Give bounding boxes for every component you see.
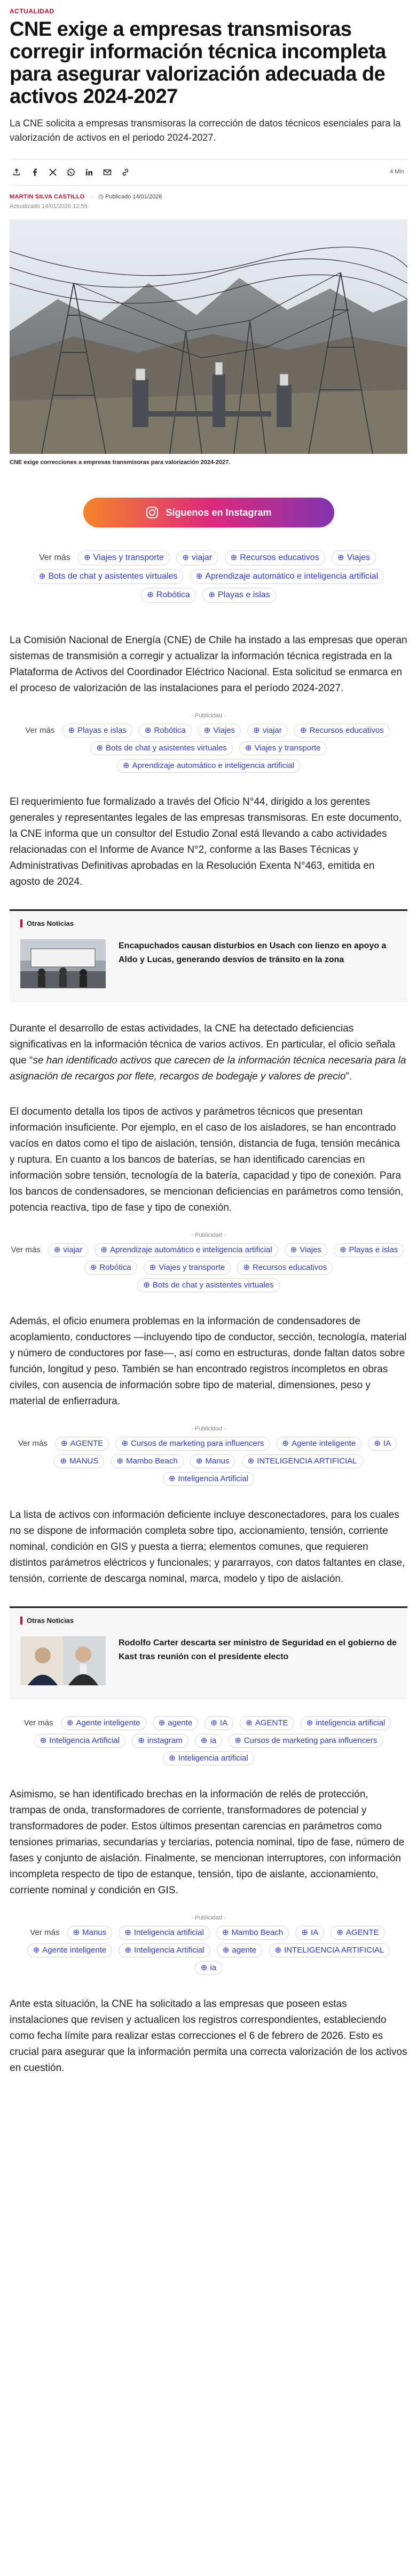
hero-caption: CNE exige correcciones a empresas transmisoras para valorización 2024-2027. [10,459,231,466]
article-paragraph [10,1021,407,1085]
tag-link[interactable]: ⊕ viajar [176,550,218,565]
tag-link[interactable]: ⊕ Mambo Beach [111,1454,183,1468]
author-name[interactable]: MARTIN SILVA CASTILLO [10,194,85,200]
email-icon[interactable] [100,165,114,179]
tag-link[interactable]: ⊕ Robótica [84,1261,137,1275]
ad-label: - Publicidad - [191,713,226,719]
tag-link[interactable]: ⊕ ia [195,1734,222,1748]
tags-label: Ver más [18,1439,48,1448]
article-paragraph: Además, el oficio enumera problemas en la información de condensadores de acoplamiento, conductores —incluyendo tipo de conductor, sección, tecnología, material y número de conductores por fase—, así como en estructuras, donde faltan datos sobre función, longitud y peso. También se han encontrado registros incompletos en obras civiles, con ausencia de información sobre tipo de material, dimensiones, peso y material de enfierradura. [10,1316,407,1407]
tag-link[interactable]: ⊕ Playas e islas [334,1243,404,1257]
tag-link[interactable]: ⊕ Inteligencia artificial [119,1926,209,1940]
tag-link[interactable]: ⊕ ia [195,1961,222,1975]
tag-link[interactable]: ⊕ Robótica [139,724,192,738]
article-paragraph: El documento detalla los tipos de activos y parámetros técnicos que presentan información insuficiente. Por ejemplo, en el caso de los aisladores, se han encontrado vacíos en datos como el tipo de aislación, tensión, distancia de fuga, tensión mecánica y ruptura. En cuanto a los bancos de baterías, se han identificado carencias en información sobre tensión, tecnología de la batería, capacidad y tipo de conexión. Para los bancos de condensadores, se mencionan deficiencias en parámetros como tensión, potencia reactiva, tipo de fase y tipo de conexión. [10,1106,404,1213]
share-icon[interactable] [10,165,23,179]
tag-link[interactable]: ⊕ Inteligencia artificial [163,1751,254,1765]
tag-link[interactable]: ⊕ AGENTE [331,1926,384,1940]
tag-link[interactable]: ⊕ MANUS [54,1454,104,1468]
tag-list [10,1715,407,1767]
tag-link[interactable]: ⊕ Aprendizaje automático e inteligencia artificial [190,569,384,584]
tag-link[interactable]: ⊕ Cursos de marketing para influencers [115,1437,270,1451]
tag-link[interactable]: ⊕ inteligencia artificial [301,1716,391,1730]
tag-link[interactable]: ⊕ Agente inteligente [277,1437,362,1451]
instagram-follow-button[interactable] [83,498,334,527]
news-thumbnail[interactable] [20,939,106,988]
tag-link[interactable]: ⊕ Inteligencia Artificial [163,1472,254,1486]
tags-label: Ver más [23,1718,53,1727]
tags-label: Ver más [30,1928,60,1937]
x-icon[interactable] [46,165,60,179]
quote-text: se han identificado activos que carecen de la información técnica necesaria para la asignación de recargos por flete, recargos de bodegaje y valores de precio [10,1055,406,1082]
instagram-icon [145,506,159,519]
ad-label: - Publicidad - [191,1915,226,1921]
tag-list [10,1924,407,1977]
tag-link[interactable]: ⊕ Bots de chat y asistentes virtuales [33,569,183,584]
tag-list [10,1242,407,1294]
tag-link[interactable]: ⊕ IA [204,1716,233,1730]
tag-link[interactable]: ⊕ Recursos educativos [237,1261,333,1275]
tag-link[interactable]: ⊕ Viajes [285,1243,327,1257]
tags-label: Ver más [11,1245,41,1254]
facebook-icon[interactable] [28,165,42,179]
other-news-title[interactable]: Rodolfo Carter descarta ser ministro de Seguridad en el gobierno de Kast tras reunión con el presidente electo [119,1638,397,1661]
updated-date: Actualizado 14/01/2026 12:55 [10,203,88,210]
tag-link[interactable]: ⊕ Cursos de marketing para influencers [229,1734,383,1748]
tag-link[interactable]: ⊕ Robótica [141,588,196,603]
headline: CNE exige a empresas transmisoras corregir información técnica incompleta para asegurar valorización adecuada de activos 2024-2027 [10,18,386,108]
byline [10,193,407,200]
tags-label: Ver más [25,726,55,735]
tag-link[interactable]: ⊕ agente [153,1716,198,1730]
tag-link[interactable]: ⊕ Viajes y transporte [78,550,170,565]
link-icon[interactable] [119,165,132,179]
tag-link[interactable]: ⊕ instagram [132,1734,188,1748]
ad-label: - Publicidad - [191,1232,226,1238]
tag-link[interactable]: ⊕ Aprendizaje automático e inteligencia artificial [95,1243,278,1257]
tag-link[interactable]: ⊕ Viajes y transporte [239,741,327,755]
tag-link[interactable]: ⊕ INTELIGENCIA ARTIFICIAL [269,1943,390,1957]
clock-icon: ◷ [98,194,104,200]
other-news-title[interactable]: Encapuchados causan disturbios en Usach con lienzo en apoyo a Aldo y Lucas, generando desvíos de tránsito en la zona [119,941,387,964]
substation-photo [10,219,407,454]
tags-label: Ver más [38,553,70,562]
tag-link[interactable]: ⊕ viajar [247,724,287,738]
tag-link[interactable]: ⊕ agente [217,1943,262,1957]
read-time: 4 Min [390,169,404,175]
article-paragraph: Ante esta situación, la CNE ha solicitado a las empresas que poseen estas instalaciones que revisen y actualicen los registros correspondientes, estableciendo como fecha límite para realizar estas correcciones el 6 de febrero de 2026. Esto es crucial para asegurar que la información permita una correcta valorización de los activos en cuestión. [10,1998,407,2074]
tag-list [10,1435,407,1488]
lede: La CNE solicita a empresas transmisoras la corrección de datos técnicos esenciales para la valorización de activos en el periodo 2024-2027. [10,118,401,143]
tag-link[interactable]: ⊕ AGENTE [55,1437,109,1451]
instagram-cta [10,498,407,527]
tag-link[interactable]: ⊕ Manus [67,1926,113,1940]
tag-list [10,549,407,605]
tag-link[interactable]: ⊕ viajar [48,1243,88,1257]
published-date: Publicado 14/01/2026 [105,194,162,200]
ad-label: - Publicidad - [191,1426,226,1432]
tag-link[interactable]: ⊕ Viajes [198,724,241,738]
other-news-item[interactable] [20,939,397,988]
quote-tail: ”. [345,1071,352,1082]
other-news-box [10,909,407,1002]
instagram-follow-label: Síguenos en Instagram [166,507,272,518]
other-news-box [10,1606,407,1699]
quote-lead: Durante el desarrollo de estas actividades, la CNE ha detectado deficiencias significativas en la información técnica de varios activos. En particular, el oficio señala que “ [10,1023,396,1066]
tag-link[interactable]: ⊕ Mambo Beach [216,1926,289,1940]
tag-link[interactable]: ⊕ Recursos educativos [294,724,390,738]
tag-link[interactable]: ⊕ Agente inteligente [61,1716,146,1730]
article-paragraph: La lista de activos con información deficiente incluye desconectadores, para los cuales no se dispone de información completa sobre tipo, accionamiento, tensión, corriente nominal, condición en GIS y puesta a tierra; elementos comunes, que requieren distintos parámetros eléctricos y funcionales; y pararrayos, con datos faltantes en clase, tensión, corriente de descarga nominal, marca, modelo y tipo de aislación. [10,1509,405,1585]
section-tag[interactable]: ACTUALIDAD [10,7,54,15]
article-paragraph: La Comisión Nacional de Energía (CNE) de Chile ha instado a las empresas que operan sistemas de transmisión a corregir y actualizar la información técnica registrada en la Plataforma de Activos del Coordinador Eléctrico Nacional. Esta solicitud se enmarca en el proceso de valorización de las instalaciones para el período 2024-2027. [10,635,407,694]
tag-link[interactable]: ⊕ Aprendizaje automático e inteligencia artificial [117,759,300,773]
hero-image [10,219,407,454]
tag-link[interactable]: ⊕ Viajes [332,550,376,565]
tag-link[interactable]: ⊕ Bots de chat y asistentes virtuales [90,741,232,755]
other-news-heading: Otras Noticias [20,919,397,927]
tag-link[interactable]: ⊕ IA [295,1926,324,1940]
byline-separator: · [90,194,93,200]
tag-link[interactable]: ⊕ Playas e islas [62,724,132,738]
tag-link[interactable]: ⊕ INTELIGENCIA ARTIFICIAL [242,1454,363,1468]
tag-link[interactable]: ⊕ Bots de chat y asistentes virtuales [137,1278,279,1292]
news-thumbnail[interactable] [20,1636,106,1685]
article-paragraph: Asimismo, se han identificado brechas en la información de relés de protección, trampas de onda, transformadores de corriente, transformadores de potencial y transformadores de poder. Estos últimos presentan carencias en parámetros como tensiones primarias, secundarias y terciarias, potencia nominal, tipo de fase, número de fases y conjunto de aislación. Finalmente, se mencionan interruptores, con información incompleta respecto de tipo de estanque, tensión, tipo de aislante, accionamiento, corriente nominal y condición en GIS. [10,1789,405,1896]
other-news-item[interactable] [20,1636,397,1685]
tag-link[interactable]: ⊕ Inteligencia Artificial [119,1943,210,1957]
tag-link[interactable]: ⊕ Manus [190,1454,235,1468]
whatsapp-icon[interactable] [64,165,78,179]
tag-link[interactable]: ⊕ Playas e islas [202,588,276,603]
tag-link[interactable]: ⊕ Viajes y transporte [144,1261,231,1275]
linkedin-icon[interactable] [82,165,96,179]
tag-list [10,722,407,775]
article-paragraph: El requerimiento fue formalizado a través del Oficio N°44, dirigido a los gerentes generales y representantes legales de las empresas transmisoras. En este documento, la CNE informa que un consultor del Estudio Zonal está llevando a cabo actividades relacionadas con el Informe de Avance N°2, conforme a las Bases Técnicas y Administrativas Definitivas aprobadas en la Resolución Exenta N°463, emitida en agosto de 2024. [10,796,402,887]
tag-link[interactable]: ⊕ Inteligencia Artificial [34,1734,125,1748]
tag-link[interactable]: ⊕ IA [368,1437,397,1451]
tag-link[interactable]: ⊕ AGENTE [240,1716,294,1730]
tag-link[interactable]: ⊕ Recursos educativos [225,550,325,565]
tag-link[interactable]: ⊕ Agente inteligente [27,1943,113,1957]
share-bar [10,159,407,186]
other-news-heading: Otras Noticias [20,1617,397,1625]
